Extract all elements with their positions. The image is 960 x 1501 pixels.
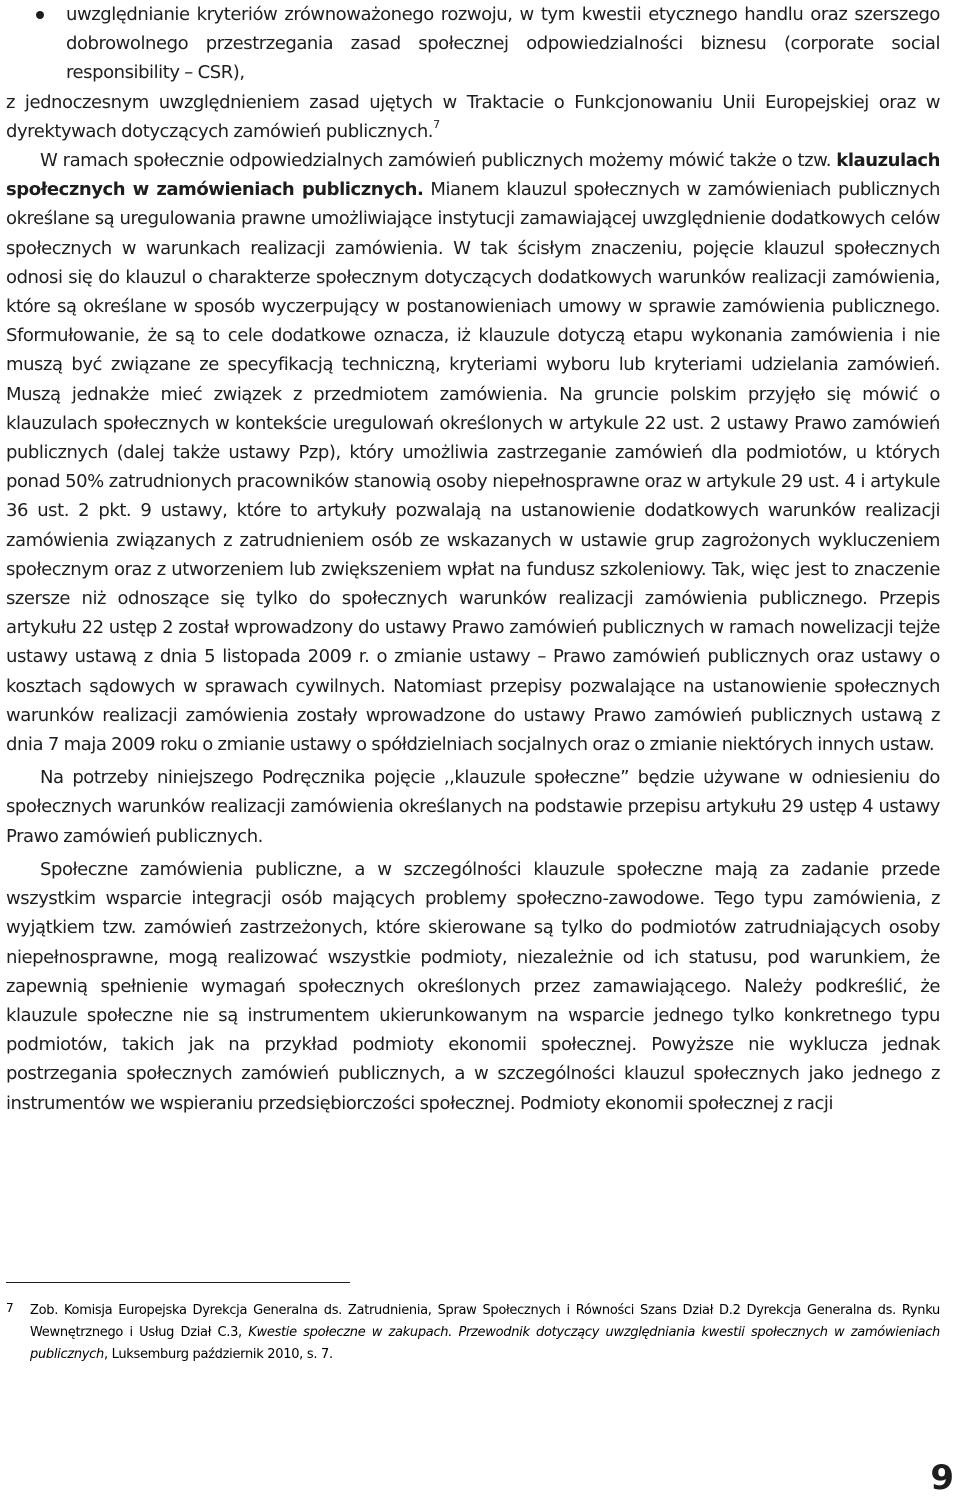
paragraph-2-rest: Mianem klauzul społecznych w zamówieniach publicznych określane są uregulowania prawne umożliwiające instytucji zamawiającej uwzględnienie dodatkowych celów społecznych w warunkach realizacji zamówienia. W tak ścisłym znaczeniu, pojęcie klauzul społecznych odnosi się do klauzul o charakterze społecznym dotyczących dodatkowych warunków realizacji zamówienia, które są określane w sposób wyczerpujący w postanowieniach umowy w sprawie zamówienia publicznego. Sformułowanie, że są to cele dodatkowe oznacza, iż klauzule dotyczą etapu wykonania zamówienia i nie muszą być związane ze specyfikacją techniczną, kryteriami wyboru lub kryteriami udzielania zamówień. Muszą jednakże mieć związek z przedmiotem zamówienia. Na gruncie polskim przyjęło się mówić o klauzulach społecznych w kontekście uregulowań określonych w artykule 22 ust. 2 ustawy Prawo zamówień publicznych (dalej także ustawy Pzp), który umożliwia zastrzeganie zamówień dla podmiotów, u których ponad 50% zatrudnionych pracowników stanowią osoby niepełnosprawne oraz w artykule 29 ust. 4 i artykule 36 ust. 2 pkt. 9 ustawy, które to artykuły pozwalają na ustanowienie dodatkowych warunków realizacji zamówienia związanych z zatrudnieniem osób ze wskazanych w ustawie grup zagrożonych wykluczeniem społecznym oraz z utworzeniem lub zwiększeniem wpłat na fundusz szkoleniowy. Tak, więc jest to znaczenie szersze niż odnoszące się tylko do społecznych warunków realizacji zamówienia publicznego. Przepis artykułu 22 ustęp 2 został wprowadzony do ustawy Prawo zamówień publicznych w ramach nowelizacji tejże ustawy ustawą z dnia 5 listopada 2009 r. o zmianie ustawy – Prawo zamówień publicznych oraz ustawy o kosztach sądowych w sprawach cywilnych. Natomiast przepisy pozwalające na ustanowienie społecznych warunków realizacji zamówienia zostały wprowadzone do ustawy Prawo zamówień publicznych ustawą z dnia 7 maja 2009 roku o zmianie ustawy o spółdzielniach socjalnych oraz o zmianie niektórych innych ustaw. bbox=[6, 179, 940, 756]
footnote-body bbox=[6, 1300, 940, 1366]
footnote-number: 7 bbox=[6, 1301, 14, 1315]
paragraph-3: Na potrzeby niniejszego Podręcznika pojęcie ,,klauzule społeczne” będzie używane w odniesieniu do społecznych warunków realizacji zamówienia określanych na podstawie przepisu artykułu 29 ustęp 4 ustawy Prawo zamówień publicznych. bbox=[6, 767, 940, 847]
page-number: 9 bbox=[930, 1458, 954, 1498]
bullet-list-item bbox=[6, 0, 940, 88]
paragraph-2 bbox=[6, 146, 940, 759]
footnote-reference[interactable]: 7 bbox=[433, 117, 440, 131]
footnote-title: Kwestie społeczne w zakupach. Przewodnik dotyczący uwzględniania kwestii społecznych w zamówieniach publicznych bbox=[30, 1325, 940, 1362]
paragraph-4: Społeczne zamówienia publiczne, a w szczególności klauzule społeczne mają za zadanie przede wszystkim wsparcie integracji osób mających problemy społeczno-zawodowe. Tego typu zamówienia, z wyjątkiem tzw. zamówień zastrzeżonych, które skierowane są tylko do podmiotów zatrudniających osoby niepełnosprawne, mogą realizować wszystkie podmioty, niezależnie od ich statusu, pod warunkiem, że zapewnią spełnienie wymagań społecznych określonych przez zamawiającego. Należy podkreślić, że klauzule społeczne nie są instrumentem ukierunkowanym na wsparcie jednego tylko konkretnego typu podmiotów, takich jak na przykład podmioty ekonomii społecznej. Powyższe nie wyklucza jednak postrzegania społecznych zamówień publicznych, a w szczególności klauzul społecznych jako jednego z instrumentów we wspieraniu przedsiębiorczości społecznej. Podmioty ekonomii społecznej z racji bbox=[6, 858, 940, 1114]
footnote-separator bbox=[6, 1282, 350, 1283]
footnote bbox=[6, 1300, 940, 1366]
bullet-text: uwzględnianie kryteriów zrównoważonego rozwoju, w tym kwestii etycznego handlu oraz szerszego dobrowolnego przestrzegania zasad społecznej odpowiedzialności biznesu (corporate social responsibility – CSR), bbox=[66, 4, 940, 84]
footnote-text: Zob. Komisja Europejska Dyrekcja Generalna ds. Zatrudnienia, Spraw Społecznych i Równości Szans Dział D.2 Dyrekcja Generalna ds. Rynku Wewnętrznego i Usług Dział C.3, bbox=[30, 1303, 940, 1340]
paragraph-1 bbox=[6, 88, 940, 146]
paragraph-2-bold-term: klauzulach społecznych w zamówieniach publicznych. bbox=[6, 150, 940, 201]
paragraph-2-lead: W ramach społecznie odpowiedzialnych zamówień publicznych możemy mówić także o tzw. bbox=[40, 150, 837, 172]
paragraph-1-text: z jednoczesnym uwzględnieniem zasad ujętych w Traktacie o Funkcjonowaniu Unii Europejskiej oraz w dyrektywach dotyczących zamówień publicznych. bbox=[6, 91, 940, 142]
footnote-text-end: , Luksemburg październik 2010, s. 7. bbox=[103, 1347, 333, 1362]
bullet-icon bbox=[36, 11, 44, 19]
